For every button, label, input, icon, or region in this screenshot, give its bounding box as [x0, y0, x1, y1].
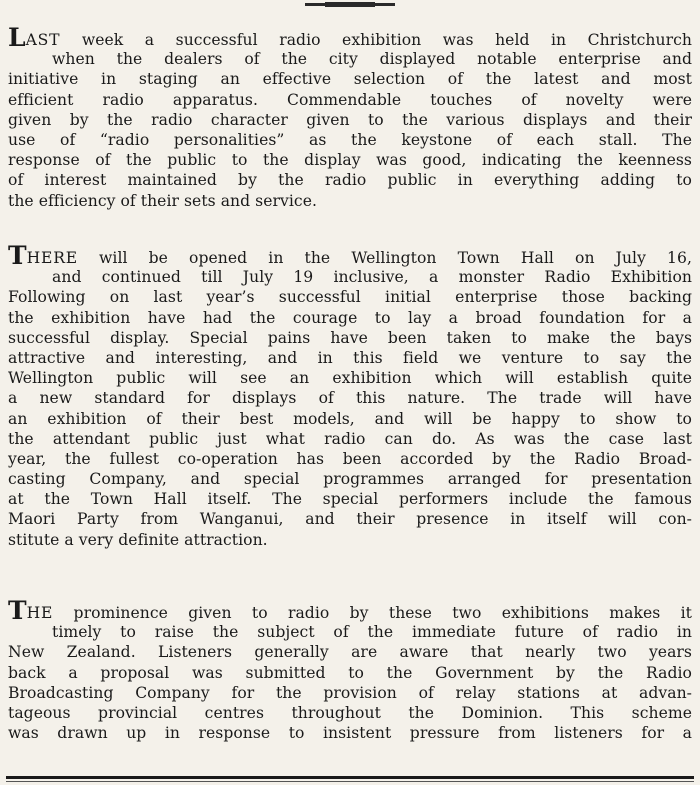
- paragraph-line: and continued till July 19 inclusive, a monster Radio Exhibition: [52, 268, 692, 287]
- line-text: will be opened in the Wellington Town Hall on July 16,: [77, 249, 692, 267]
- paragraph-line: [8, 241, 692, 270]
- paragraph-line: tageous provincial centres throughout the Dominion. This scheme: [8, 703, 692, 722]
- paragraph-line: an exhibition of their best models, and will be happy to show to: [8, 409, 692, 428]
- lead-caps: HE: [26, 604, 54, 622]
- drop-cap: T: [8, 241, 27, 270]
- paragraph-line: response of the public to the display was good, indicating the keenness: [8, 151, 692, 170]
- paragraph-line: use of “radio personalities” as the keystone of each stall. The: [8, 130, 692, 149]
- paragraph-line: [8, 596, 692, 625]
- paragraph-line: year, the fullest co-operation has been accorded by the Radio Broad-: [8, 449, 692, 468]
- bottom-rule-thick: [6, 776, 694, 779]
- paragraph-line: of interest maintained by the radio public in everything adding to: [8, 171, 692, 190]
- paragraph-line: Following on last year’s successful initial enterprise those backing: [8, 288, 692, 307]
- article-paragraph-radio-future: [8, 596, 692, 743]
- paragraph-line: Maori Party from Wanganui, and their presence in itself will con-: [8, 510, 692, 529]
- paragraph-line: Wellington public will see an exhibition which will establish quite: [8, 369, 692, 388]
- line-text: week a successful radio exhibition was held in Christchurch: [60, 31, 692, 49]
- lead-caps: AST: [25, 31, 61, 49]
- paragraph-line: the exhibition have had the courage to lay a broad foundation for a: [8, 308, 692, 327]
- lead-caps: HERE: [26, 249, 78, 267]
- paragraph-line: successful display. Special pains have been taken to make the bays: [8, 328, 692, 347]
- paragraph-line: Broadcasting Company for the provision of relay stations at advan-: [8, 683, 692, 702]
- paragraph-line: initiative in staging an effective selection of the latest and most: [8, 70, 692, 89]
- paragraph-line: efficient radio apparatus. Commendable touches of novelty were: [8, 90, 692, 109]
- paragraph-line: given by the radio character given to the various displays and their: [8, 110, 692, 129]
- article-paragraph-christchurch-exhibition: [8, 23, 692, 211]
- paragraph-line: attractive and interesting, and in this field we venture to say the: [8, 348, 692, 367]
- paragraph-line: timely to raise the subject of the immediate future of radio in: [52, 623, 692, 642]
- paragraph-line: stitute a very definite attraction.: [8, 530, 268, 549]
- paragraph-line: the efficiency of their sets and service.: [8, 191, 317, 210]
- paragraph-line: casting Company, and special programmes arranged for presentation: [8, 470, 692, 489]
- line-text: prominence given to radio by these two exhibitions makes it: [53, 604, 692, 622]
- drop-cap: T: [8, 596, 27, 625]
- paragraph-line: the attendant public just what radio can do. As was the case last: [8, 429, 692, 448]
- paragraph-line: back a proposal was submitted to the Government by the Radio: [8, 663, 692, 682]
- bottom-rule-thin: [6, 781, 694, 782]
- paragraph-line: at the Town Hall itself. The special performers include the famous: [8, 490, 692, 509]
- paragraph-line: was drawn up in response to insistent pressure from listeners for a: [8, 724, 692, 743]
- header-ornament-rule: [305, 2, 395, 8]
- article-paragraph-wellington-exhibition: [8, 241, 692, 550]
- drop-cap: L: [8, 23, 26, 52]
- paragraph-line: [8, 23, 692, 52]
- paragraph-line: when the dealers of the city displayed notable enterprise and: [52, 50, 692, 69]
- paragraph-line: New Zealand. Listeners generally are aware that nearly two years: [8, 643, 692, 662]
- paragraph-line: a new standard for displays of this nature. The trade will have: [8, 389, 692, 408]
